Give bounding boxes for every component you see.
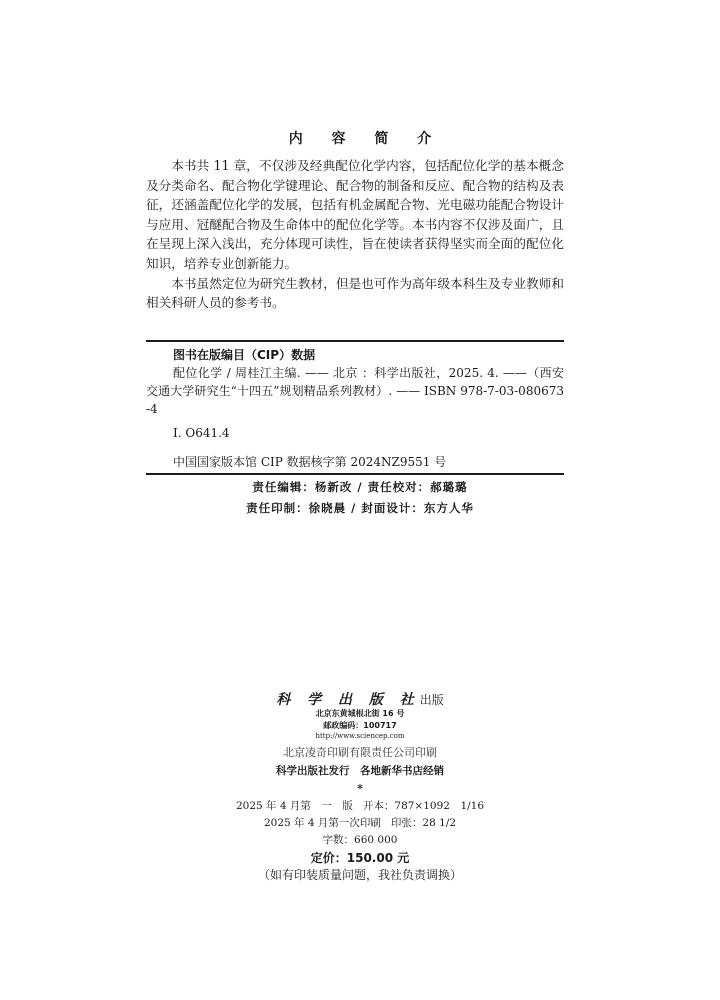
publisher-name: 科 学 出 版 社 <box>276 692 420 708</box>
price: 定价：150.00 元 <box>310 851 410 865</box>
summary-title: 内 容 简 介 <box>288 131 444 147</box>
first-edition: 2025 年 4 月第 一 版 <box>235 800 353 812</box>
cip-top-rule <box>146 340 564 342</box>
edition-line <box>0 798 720 813</box>
cip-entry <box>146 364 564 418</box>
cip-verification: 中国国家版本馆 CIP 数据核字第 2024NZ9551 号 <box>173 455 447 469</box>
distribution: 科学出版社发行 各地新华书店经销 <box>276 765 444 777</box>
publisher-postcode: 邮政编码：100717 <box>323 721 397 730</box>
printer: 北京凌奇印刷有限责任公司印刷 <box>283 746 437 759</box>
staff-production: 责任印制：徐晓晨 / 封面设计：东方人华 <box>246 501 474 515</box>
first-printing: 2025 年 4 月第一次印刷 <box>263 817 381 829</box>
summary-body <box>146 156 564 313</box>
print-sheets: 印张：28 1/2 <box>390 817 457 829</box>
cip-heading: 图书在版编目（CIP）数据 <box>173 348 316 362</box>
printing-line <box>0 815 720 830</box>
cip-bottom-rule <box>146 473 564 475</box>
summary-paragraph: 本书虽然定位为研究生教材，但是也可作为高年级本科生及专业教师和相关科研人员的参考书。 <box>146 275 564 311</box>
quality-notice: （如有印装质量问题，我社负责调换） <box>257 868 462 882</box>
book-format: 开本：787×1092 1/16 <box>362 800 485 812</box>
cip-entry-text: 配位化学 / 周桂江主编. —— 北京 ：科学出版社，2025. 4. ——（西安交通大学研究生“十四五”规划精品系列教材）. —— ISBN 978-7-03-080673-4 <box>146 366 564 416</box>
publisher-address: 北京东黄城根北街 16 号 <box>315 709 405 718</box>
summary-paragraph: 本书共 11 章，不仅涉及经典配位化学内容，包括配位化学的基本概念及分类命名、配合物化学键理论、配合物的制备和反应、配合物的结构及表征，还涵盖配位化学的发展，包括有机金属配合物、光电磁功能配合物设计与应用、冠醚配合物及生命体中的配位化学等。本书内容不仅涉及面广，且在呈现上深入浅出，充分体现可读性，旨在使读者获得坚实而全面的配位化知识，培养专业创新能力。 <box>146 158 564 271</box>
publisher-url: http://www.sciencep.com <box>315 732 405 740</box>
word-count: 字数：660 000 <box>322 834 398 846</box>
publisher-suffix: 出版 <box>419 693 444 707</box>
cip-classification: Ⅰ. O641.4 <box>173 426 230 440</box>
staff-editors: 责任编辑：杨新改 / 责任校对：郝璐璐 <box>252 480 468 494</box>
publisher-brand <box>0 689 720 709</box>
separator-asterisk: * <box>357 782 363 795</box>
